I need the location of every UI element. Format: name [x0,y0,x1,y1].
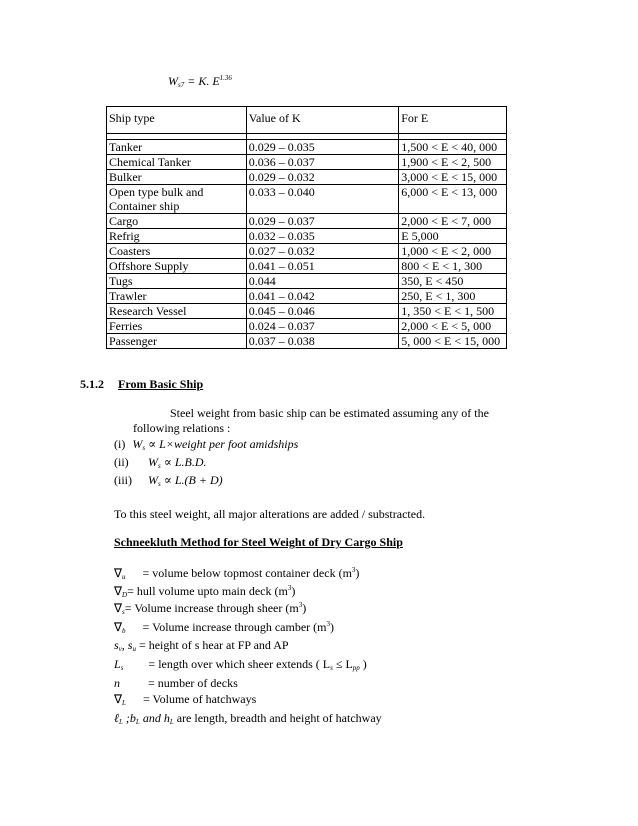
k-value-cell: 0.041 – 0.051 [246,259,399,274]
k-value-cell: 0.041 – 0.042 [246,289,399,304]
e-range-cell: E 5,000 [399,229,507,244]
definition-hatchway-dims: ℓ$_L$ $;b_L$ and $h_L$ are length, breadth and height of hatchway [114,711,382,726]
k-value-cell: 0.024 – 0.037 [246,319,399,334]
table-row [107,185,507,214]
table-row [107,304,507,319]
ship-type-cell: Coasters [107,244,247,259]
ship-type-cell: Research Vessel [107,304,247,319]
definition-nabla-s: $\nabla_s=$ Volume increase through sheer $(m^3)$ [114,601,307,616]
table-header-cell: Ship type [107,107,247,134]
table-row [107,170,507,185]
section-heading [80,377,203,392]
k-value-cell: 0.037 – 0.038 [246,334,399,349]
steel-alterations-note: To this steel weight, all major alterations are added / substracted. [114,507,426,521]
table-header-cell: Value of K [246,107,399,134]
k-value-cell: 0.044 [246,274,399,289]
steel-weight-formula: $W_{s7} = K$. $E^{1.36}$ [168,74,232,89]
k-value-cell: 0.027 – 0.032 [246,244,399,259]
definition-hatchway-volume: $\nabla_L$ = Volume of hatchways [114,692,257,707]
relation-i: (i) $W_s$ ∝ L×weight per foot amidships [114,437,299,452]
relation-ii: (ii) $W_s \propto L.B.D$. [114,455,207,470]
e-range-cell: 1,500 < E < 40, 000 [399,140,507,155]
definition-nabla-b: $\nabla_b$ = Volume increase through camber $(m^3)$ [114,620,334,635]
e-range-cell: 6,000 < E < 13, 000 [399,185,507,214]
ship-type-cell: Offshore Supply [107,259,247,274]
e-range-cell: 800 < E < 1, 300 [399,259,507,274]
table-header-cell: For E [399,107,507,134]
definition-sheer-length: $L_s$ = length over which sheer extends ( $L_s \le L_{pp}$ ) [114,657,367,672]
table-row [107,259,507,274]
definition-decks: n = number of decks [114,676,238,690]
e-range-cell: 2,000 < E < 7, 000 [399,214,507,229]
ship-type-cell: Tanker [107,140,247,155]
k-value-cell: 0.029 – 0.037 [246,214,399,229]
k-value-cell: 0.033 – 0.040 [246,185,399,214]
e-range-cell: 2,000 < E < 5, 000 [399,319,507,334]
table-row [107,229,507,244]
k-value-cell: 0.036 – 0.037 [246,155,399,170]
schneekluth-method-title: Schneekluth Method for Steel Weight of Dry Cargo Ship [114,535,403,549]
definition-nabla-d: $\nabla_D=$ hull volume upto main deck $(m^3)$ [114,584,296,599]
definition-nabla-u: $\nabla_u$ = volume below topmost container deck $(m^3)$ [114,566,360,581]
ship-type-cell: Bulker [107,170,247,185]
k-value-cell: 0.032 – 0.035 [246,229,399,244]
k-value-cell: 0.029 – 0.035 [246,140,399,155]
intro-line-1: Steel weight from basic ship can be estimated assuming any of the [170,406,489,420]
table-row [107,244,507,259]
ship-type-cell: Tugs [107,274,247,289]
ship-type-cell: Passenger [107,334,247,349]
e-range-cell: 1,000 < E < 2, 000 [399,244,507,259]
table-row [107,155,507,170]
definition-sheer-heights: $s_v$, $s_u$ = height of s hear at FP and AP [114,638,289,653]
ship-type-cell: Open type bulk and Container ship [107,185,247,214]
table-row [107,289,507,304]
table-row [107,334,507,349]
e-range-cell: 350, E < 450 [399,274,507,289]
ship-type-cell: Chemical Tanker [107,155,247,170]
ship-type-cell: Refrig [107,229,247,244]
table-row [107,140,507,155]
relation-iii: (iii) $W_s \propto L.(B + D)$ [114,473,223,488]
table-row [107,274,507,289]
ship-type-cell: Ferries [107,319,247,334]
table-row [107,214,507,229]
k-value-cell: 0.029 – 0.032 [246,170,399,185]
intro-line-2: following relations : [133,421,231,435]
ship-k-value-table [106,106,507,349]
section-title: From Basic Ship [118,377,204,391]
k-value-cell: 0.045 – 0.046 [246,304,399,319]
e-range-cell: 5, 000 < E < 15, 000 [399,334,507,349]
e-range-cell: 1, 350 < E < 1, 500 [399,304,507,319]
e-range-cell: 3,000 < E < 15, 000 [399,170,507,185]
ship-type-cell: Cargo [107,214,247,229]
ship-type-cell: Trawler [107,289,247,304]
table-header-row [107,107,507,134]
table-row [107,319,507,334]
e-range-cell: 1,900 < E < 2, 500 [399,155,507,170]
e-range-cell: 250, E < 1, 300 [399,289,507,304]
section-number: 5.1.2 [80,377,104,391]
